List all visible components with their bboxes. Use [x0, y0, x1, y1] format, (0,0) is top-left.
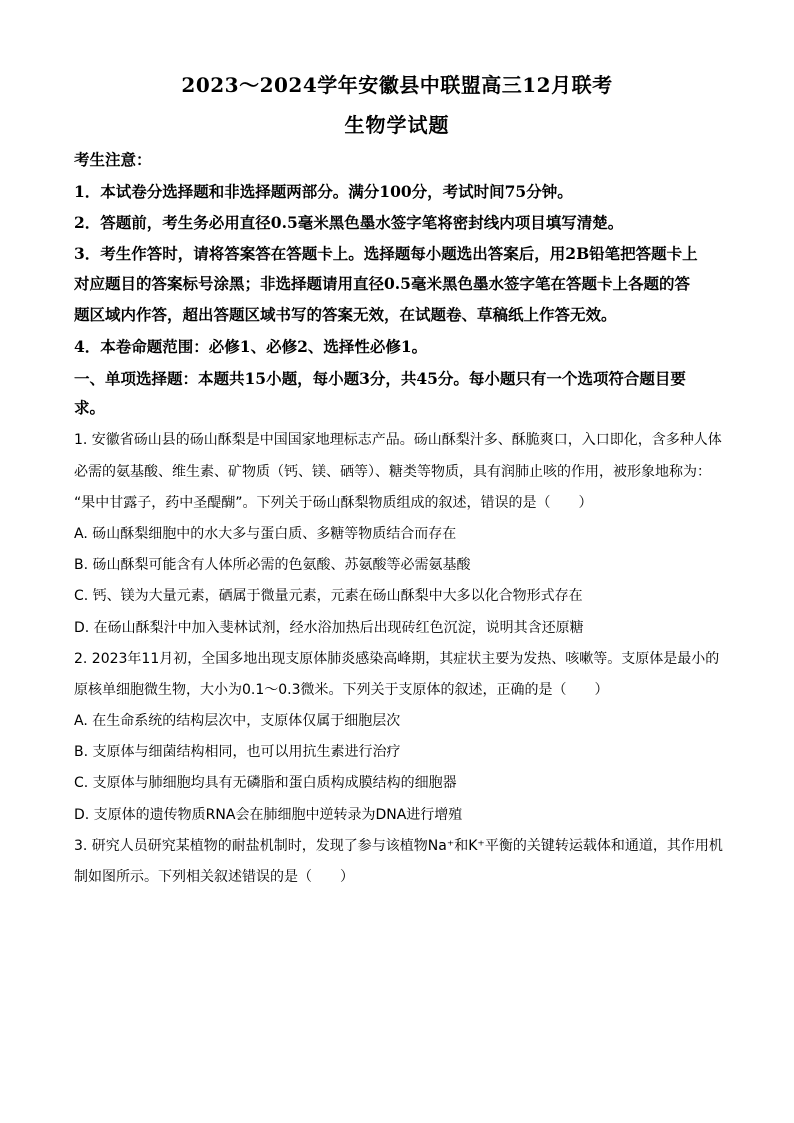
notice-line: 3．考生作答时，请将答案答在答题卡上。选择题每小题选出答案后，用2B铅笔把答题卡上: [74, 244, 698, 263]
question-stem: 制如图所示。下列相关叙述错误的是（ ）: [74, 869, 354, 885]
answer-option: C. 钙、镁为大量元素，硒属于微量元素，元素在砀山酥梨中大多以化合物形式存在: [74, 588, 583, 604]
question-stem: “果中甘露子，药中圣醍醐”。下列关于砀山酥梨物质组成的叙述，错误的是（ ）: [74, 495, 593, 511]
notice-line: 对应题目的答案标号涂黑；非选择题请用直径0.5毫米黑色墨水签字笔在答题卡上各题的答: [74, 274, 690, 293]
answer-option: D. 支原体的遗传物质RNA会在肺细胞中逆转录为DNA进行增殖: [74, 807, 463, 823]
answer-option: A. 砀山酥梨细胞中的水大多与蛋白质、多糖等物质结合而存在: [74, 526, 457, 542]
question-stem: 2. 2023年11月初，全国多地出现支原体肺炎感染高峰期，其症状主要为发热、咳嗽等。支原体是最小的: [74, 651, 720, 667]
section-heading: 一、单项选择题：本题共15小题，每小题3分，共45分。每小题只有一个选项符合题目要: [74, 369, 686, 388]
exam-title: 2023～2024学年安徽县中联盟高三12月联考: [181, 73, 613, 97]
notice-line: 题区域内作答，超出答题区域书写的答案无效，在试题卷、草稿纸上作答无效。: [74, 305, 617, 324]
question-stem: 原核单细胞微生物，大小为0.1～0.3微米。下列关于支原体的叙述，正确的是（ ）: [74, 682, 609, 698]
question-stem: 3. 研究人员研究某植物的耐盐机制时，发现了参与该植物Na⁺和K⁺平衡的关键转运载体和通道，其作用机: [74, 838, 723, 854]
answer-option: B. 砀山酥梨可能含有人体所必需的色氨酸、苏氨酸等必需氨基酸: [74, 557, 471, 573]
answer-option: C. 支原体与肺细胞均具有无磷脂和蛋白质构成膜结构的细胞器: [74, 775, 457, 791]
question-stem: 1. 安徽省砀山县的砀山酥梨是中国国家地理标志产品。砀山酥梨汁多、酥脆爽口，入口即化，含多种人体: [74, 432, 722, 448]
notice-line: 1．本试卷分选择题和非选择题两部分。满分100分，考试时间75分钟。: [74, 182, 573, 201]
section-heading-continued: 求。: [74, 398, 106, 417]
answer-option: B. 支原体与细菌结构相同，也可以用抗生素进行治疗: [74, 744, 401, 760]
answer-option: D. 在砀山酥梨汁中加入斐林试剂，经水浴加热后出现砖红色沉淀，说明其含还原糖: [74, 620, 584, 636]
notice-heading: 考生注意：: [74, 150, 152, 169]
notice-line: 4．本卷命题范围：必修1、必修2、选择性必修1。: [74, 337, 428, 356]
question-stem: 必需的氨基酸、维生素、矿物质（钙、镁、硒等）、糖类等物质，具有润肺止咳的作用，被形象地称为：: [74, 464, 711, 480]
answer-option: A. 在生命系统的结构层次中，支原体仅属于细胞层次: [74, 713, 401, 729]
exam-subtitle: 生物学试题: [344, 113, 450, 137]
notice-line: 2．答题前，考生务必用直径0.5毫米黑色墨水签字笔将密封线内项目填写清楚。: [74, 213, 624, 232]
